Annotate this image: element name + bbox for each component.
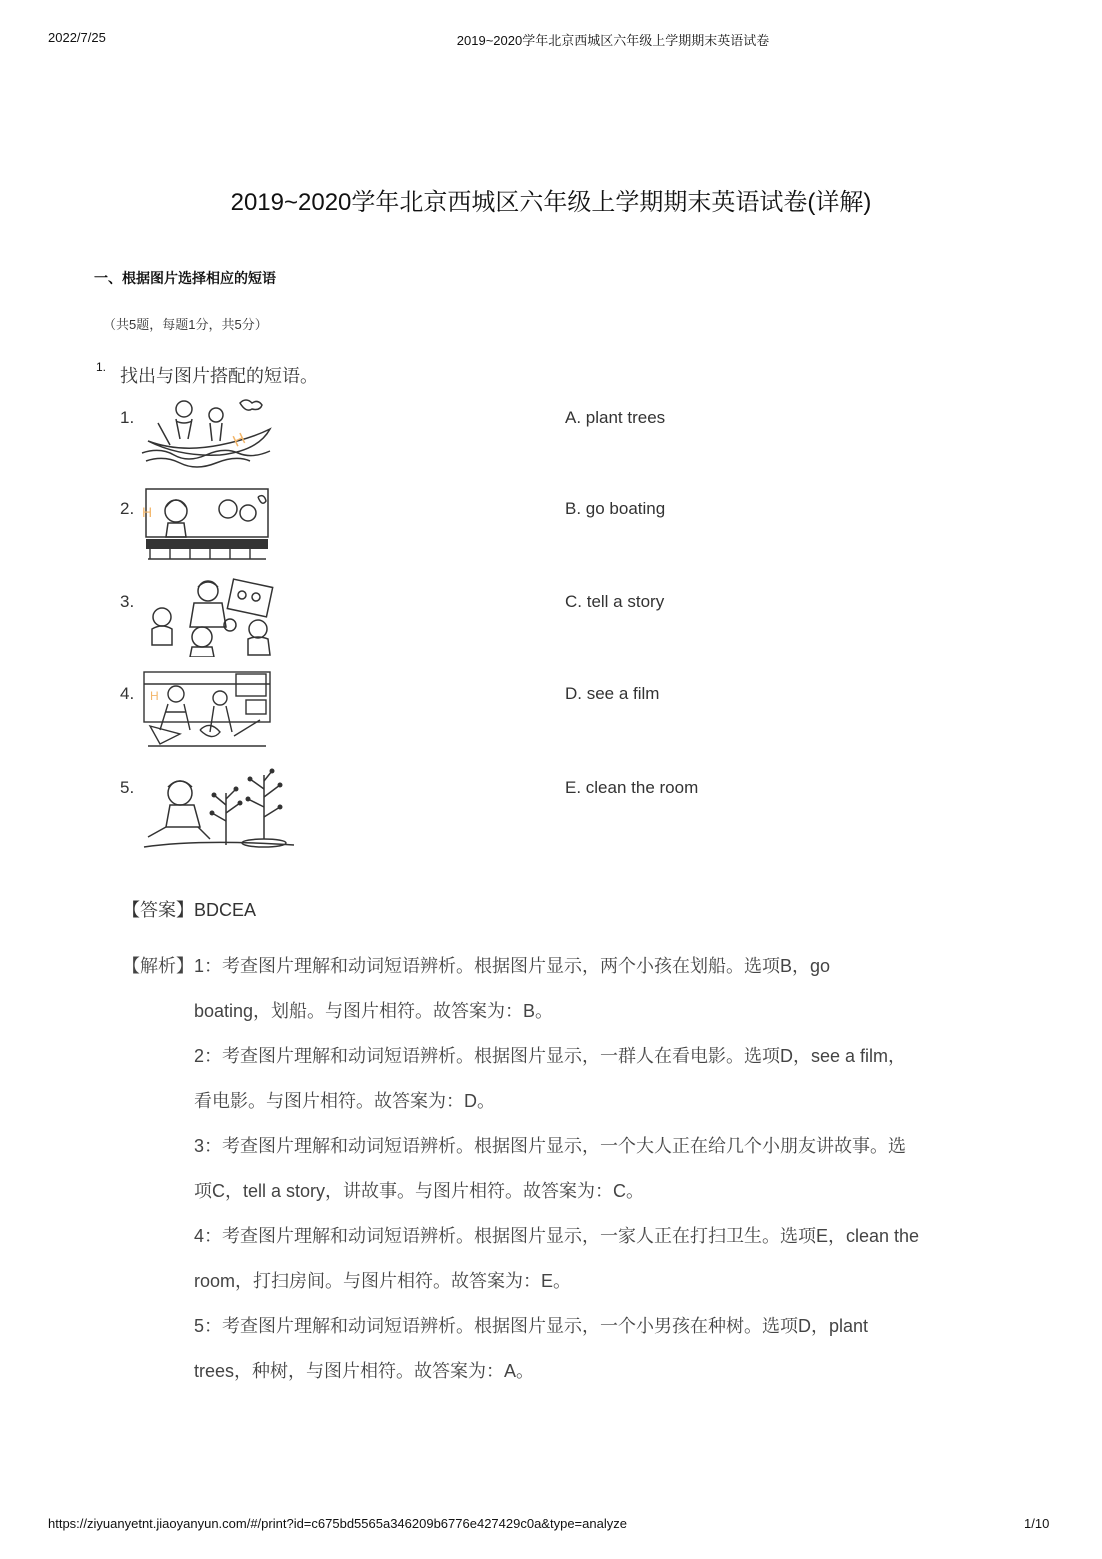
- explanation-line-8: room，打扫房间。与图片相符。故答案为：E。: [194, 1271, 572, 1291]
- explanation-line-9: 5：考查图片理解和动词短语辨析。根据图片显示，一个小男孩在种树。选项D，plant: [194, 1316, 869, 1336]
- question-number: 1.: [96, 360, 107, 374]
- explanation-line-7: 4：考查图片理解和动词短语辨析。根据图片显示，一家人正在打扫卫生。选项E，clean the: [194, 1226, 920, 1246]
- picture-label-3: 3.: [120, 592, 135, 611]
- document-title: 2019~2020学年北京西城区六年级上学期期末英语试卷(详解): [230, 189, 872, 216]
- picture-label-2: 2.: [120, 499, 135, 518]
- explanation-line-10: trees，种树，与图片相符。故答案为：A。: [194, 1361, 535, 1381]
- explanation-first-line: [122, 952, 830, 978]
- explanation-line-1: 1：考查图片理解和动词短语辨析。根据图片显示，两个小孩在划船。选项B，go: [194, 956, 831, 976]
- picture-label-5: 5.: [120, 778, 135, 797]
- story-picture-icon: [140, 577, 280, 657]
- answer-value: BDCEA: [194, 900, 257, 920]
- cleaning-picture-icon: [140, 670, 274, 750]
- explanation-line-2: boating，划船。与图片相符。故答案为：B。: [194, 1001, 554, 1021]
- explanation-line-6: 项C，tell a story，讲故事。与图片相符。故答案为：C。: [194, 1181, 645, 1201]
- picture-label-4: 4.: [120, 684, 135, 703]
- explanation-line-5: 3：考查图片理解和动词短语辨析。根据图片显示，一个大人正在给几个小朋友讲故事。选: [194, 1136, 907, 1156]
- section-note: （共5题，每题1分，共5分）: [103, 317, 268, 332]
- option-c: C. tell a story: [565, 592, 665, 611]
- boating-picture-icon: [140, 393, 278, 469]
- explanation-line-4: 看电影。与图片相符。故答案为：D。: [194, 1091, 495, 1111]
- option-b: B. go boating: [565, 499, 666, 518]
- explanation-label: 【解析】: [122, 956, 194, 976]
- page-number: 1/10: [1024, 1516, 1050, 1531]
- answer-label: 【答案】: [122, 900, 194, 920]
- option-a: A. plant trees: [565, 408, 666, 427]
- option-d: D. see a film: [565, 684, 660, 703]
- planting-picture-icon: [140, 765, 298, 851]
- svg-text:H: H: [150, 689, 159, 703]
- print-date: 2022/7/25: [48, 30, 106, 45]
- section-heading: 一、根据图片选择相应的短语: [94, 270, 276, 286]
- film-picture-icon: [140, 487, 272, 563]
- print-header-title: 2019~2020学年北京西城区六年级上学期期末英语试卷: [456, 33, 770, 48]
- svg-text:H: H: [230, 430, 249, 451]
- picture-label-1: 1.: [120, 408, 135, 427]
- answer-line: [122, 896, 256, 922]
- question-prompt: 找出与图片搭配的短语。: [120, 366, 318, 386]
- footer-url: https://ziyuanyetnt.jiaoyanyun.com/#/print?id=c675bd5565a346209b6776e427429c0a&type=analyze: [48, 1516, 627, 1531]
- svg-text:H: H: [142, 504, 153, 520]
- option-e: E. clean the room: [565, 778, 699, 797]
- explanation-line-3: 2：考查图片理解和动词短语辨析。根据图片显示，一群人在看电影。选项D，see a film，: [194, 1046, 907, 1066]
